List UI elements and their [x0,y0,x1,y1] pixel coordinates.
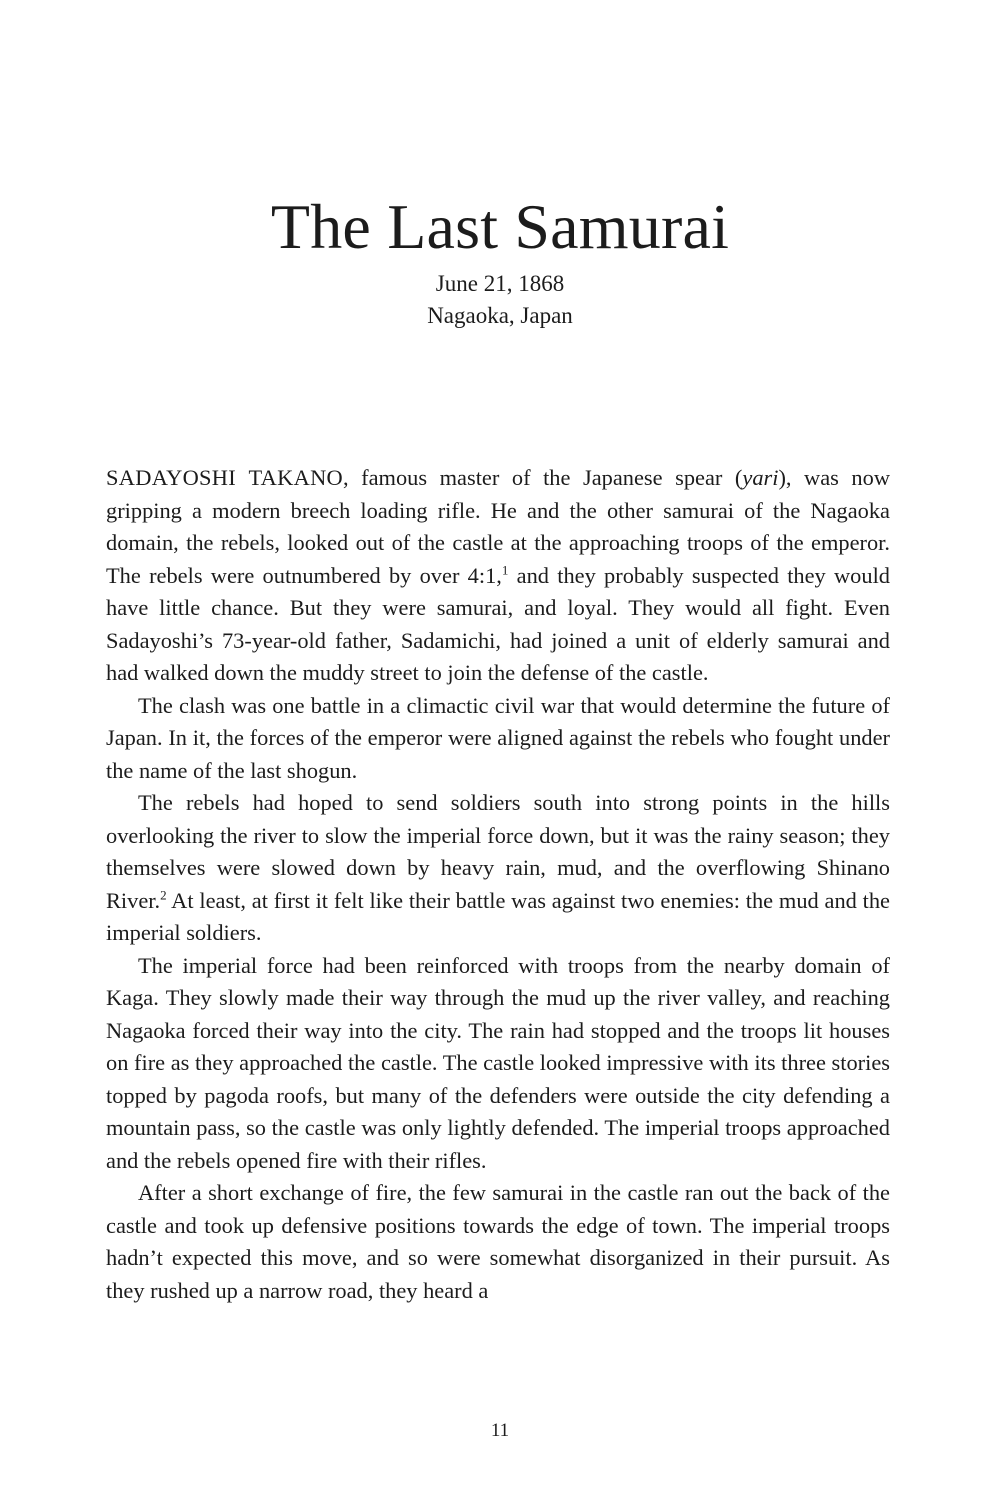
paragraph-2: The clash was one battle in a climactic civil war that would determine the future of Japan. In it, the forces of the emperor were aligned against the rebels who fought under the name of the last shogun. [106,692,890,783]
paragraph-5: After a short exchange of fire, the few samurai in the castle ran out the back of the castle and took up defensive positions towards the edge of town. The imperial troops hadn’t expected this move, and so were somewhat disorganized in their pursuit. As they rushed up a narrow road, they heard a [106,1180,890,1303]
chapter-dateline [0,268,1000,332]
chapter-place: Nagaoka, Japan [427,303,573,328]
footnote-marker-1[interactable]: 1 [501,562,509,578]
paragraph-1 [106,462,890,690]
italic-term: yari [742,465,779,490]
opening-name: SADAYOSHI TAKANO [106,465,344,490]
paragraph-3 [106,787,890,950]
page-number: 11 [490,1420,510,1441]
body-text [106,462,890,1307]
paragraph-1-part-b: ), was now gripping a modern breech loading rifle. He and the other samurai of the Nagaoka domain, the rebels, looked out of the castle at the approaching troops of the emperor. The rebels were outnumbered by over 4:1, [106,465,890,588]
footnote-marker-2[interactable]: 2 [160,887,167,903]
paragraph-4: The imperial force had been reinforced with troops from the nearby domain of Kaga. They slowly made their way through the mud up the river valley, and reaching Nagaoka forced their way into the city. The rain had stopped and the troops lit houses on fire as they approached the castle. The castle looked impressive with its three stories topped by pagoda roofs, but many of the defenders were outside the city defending a mountain pass, so the castle was only lightly defended. The imperial troops approached and the rebels opened fire with their rifles. [106,952,890,1173]
paragraph-1-part-a: , famous master of the Japanese spear ( [343,465,743,490]
chapter-title: The Last Samurai [270,191,730,262]
paragraph-3-part-b: At least, at first it felt like their battle was against two enemies: the mud and the imperial soldiers. [106,887,890,945]
paragraph-3-part-a: The rebels had hoped to send soldiers south into strong points in the hills overlooking the river to slow the imperial force down, but it was the rainy season; they themselves were slowed down by heavy rain, mud, and the overflowing Shinano River. [106,790,890,913]
chapter-date: June 21, 1868 [435,271,565,296]
paragraph-1-part-c: and they probably suspected they would have little chance. But they were samurai, and loyal. They would all fight. Even Sadayoshi’s 73-year-old father, Sadamichi, had joined a unit of elderly samurai and had walked down the muddy street to join the defense of the castle. [106,562,890,685]
